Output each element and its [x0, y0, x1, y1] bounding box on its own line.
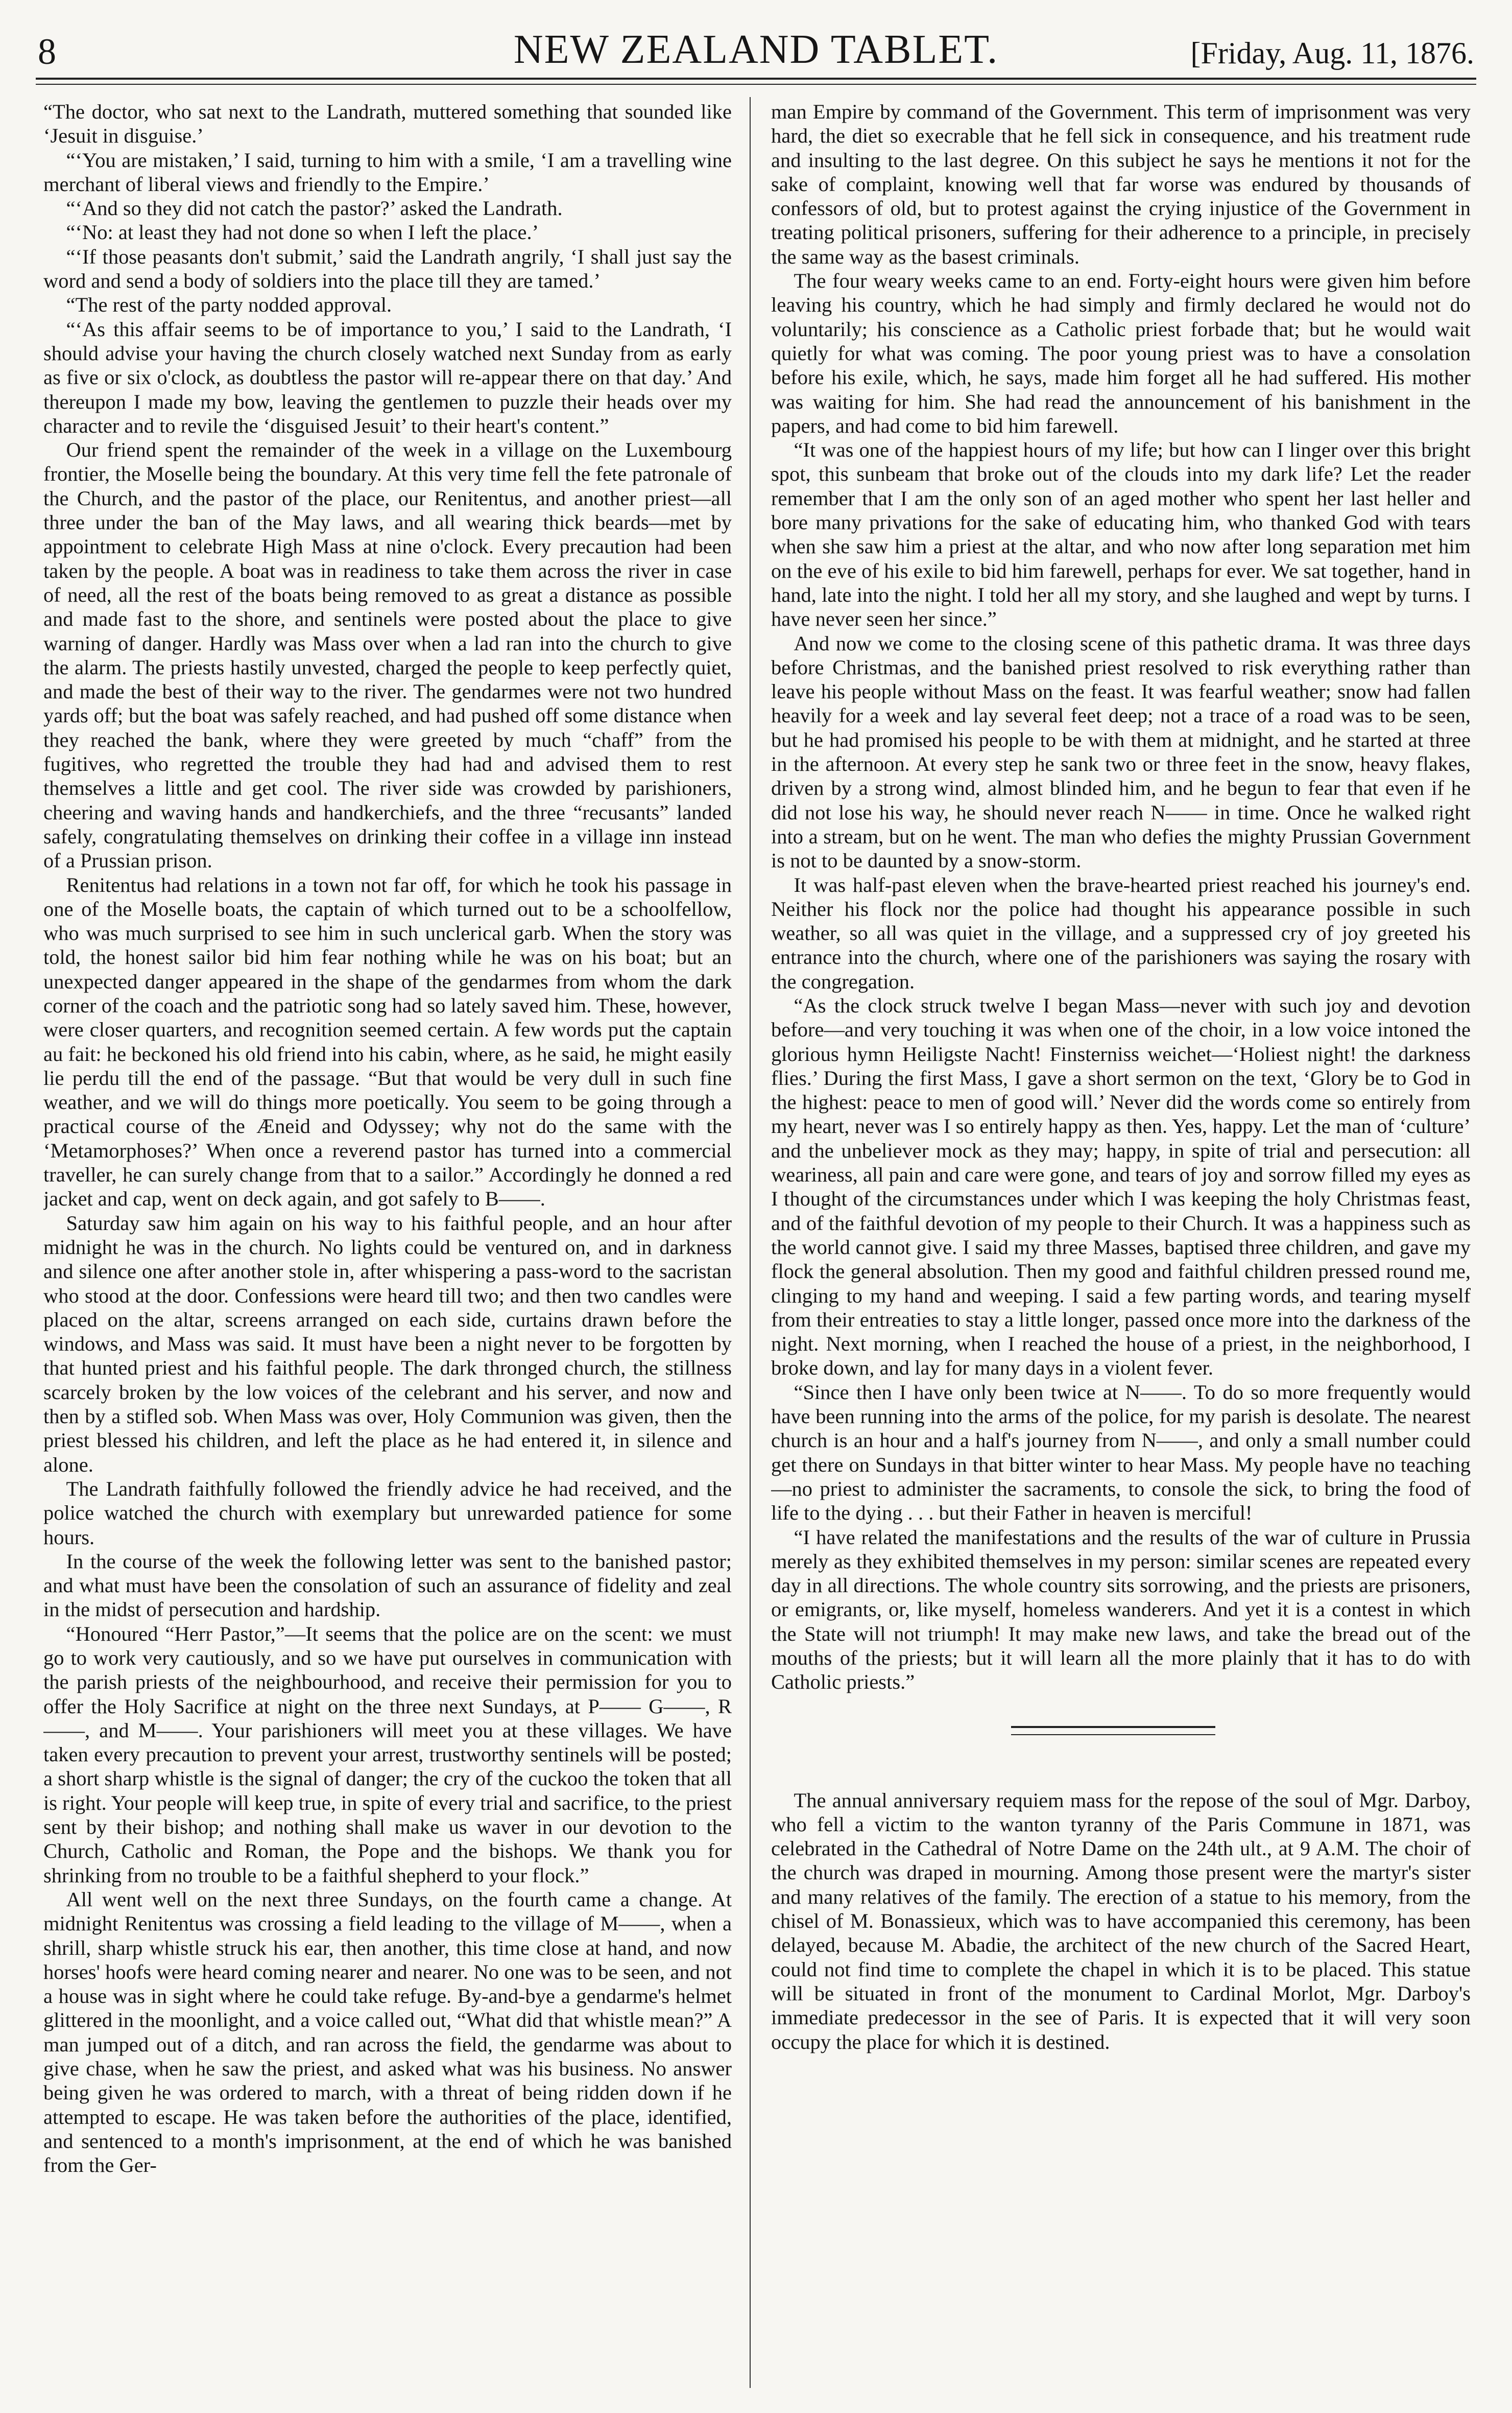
left-column [43, 100, 732, 2393]
paragraph: “As the clock struck twelve I began Mass—never with such joy and devotion before—and very touching it was when one of the choir, in a low voice intoned the glorious hymn Heiligste Nacht! Finsterniss weichet—‘Holiest night! the darkness flies.’ During the first Mass, I gave a short sermon on the text, ‘Glory be to God in the highest: peace to men of good will.’ Never did the words come so entirely from my heart, never was I so entirely happy as then. Yes, happy. Let the man of ‘culture’ and the unbeliever mock as they may; happy, in spite of trial and persecution: all weariness, all pain and care were gone, and tears of joy and sorrow filled my eyes as I thought of the circumstances under which I was keeping the holy Christmas feast, and of the faithful devotion of my people to their Church. It was a happiness such as the world cannot give. I said my three Masses, baptised three children, and gave my flock the general absolution. Then my good and faithful children pressed round me, clinging to my hand and weeping. I said a few parting words, and tearing myself from their entreaties to stay a little longer, passed once more into the darkness of the night. Next morning, when I reached the house of a priest, in the neighborhood, I broke down, and lay for many days in a violent fever. [771, 993, 1471, 1380]
right-column [771, 100, 1471, 2393]
paragraph: “The doctor, who sat next to the Landrath, muttered something that sounded like ‘Jesuit in disguise.’ [43, 100, 732, 148]
issue-date: [Friday, Aug. 11, 1876. [1190, 36, 1474, 70]
newspaper-title: NEW ZEALAND TABLET. [513, 27, 999, 72]
paragraph: “‘You are mistaken,’ I said, turning to him with a smile, ‘I am a travelling wine merchant of liberal views and friendly to the Empire.’ [43, 148, 732, 196]
paragraph: Renitentus had relations in a town not far off, for which he took his passage in one of the Moselle boats, the captain of which turned out to be a schoolfellow, who was much surprised to see him in such unclerical garb. When the story was told, the honest sailor bid him fear nothing while he was on his boat; but an unexpected danger appeared in the shape of the gendarmes from whom the dark corner of the coach and the patriotic song had so lately saved him. These, however, were closer quarters, and recognition seemed certain. A few words put the captain au fait: he beckoned his old friend into his cabin, where, as he said, he might easily lie perdu till the end of the passage. “But that would be very dull in such fine weather, and we will do things more poetically. You seem to be going through a practical course of the Æneid and Odyssey; why not do the same with the ‘Metamorphoses?’ When once a reverend pastor has turned into a commercial traveller, he can surely change from that to a sailor.” Accordingly he donned a red jacket and cap, went on deck again, and got safely to B——. [43, 873, 732, 1211]
article-separator [771, 1717, 1471, 1747]
paragraph: “‘If those peasants don't submit,’ said the Landrath angrily, ‘I shall just say the word and send a body of soldiers into the place till they are tamed.’ [43, 245, 732, 293]
paragraph: Saturday saw him again on his way to his faithful people, and an hour after midnight he was in the church. No lights could be ventured on, and in darkness and silence one after another stole in, after whispering a pass-word to the sacristan who stood at the door. Confessions were heard till two; and then two candles were placed on the altar, screens arranged on each side, curtains drawn before the windows, and Mass was said. It must have been a night never to be forgotten by that hunted priest and his faithful people. The dark thronged church, the stillness scarcely broken by the low voices of the celebrant and his server, and now and then by a stifled sob. When Mass was over, Holy Communion was given, then the priest blessed his children, and left the place as he had entered it, in silence and alone. [43, 1211, 732, 1476]
paragraph: “It was one of the happiest hours of my life; but how can I linger over this bright spot, this sunbeam that broke out of the clouds into my dark life? Let the reader remember that I am the only son of an aged mother who spent her last heller and bore many privations for the sake of educating him, who thanked God with tears when she saw him a priest at the altar, and who now after long separation met him on the eve of his exile to bid him farewell, perhaps for ever. We sat together, hand in hand, late into the night. I told her all my story, and she laughed and wept by turns. I have never seen her since.” [771, 438, 1471, 631]
paragraph: It was half-past eleven when the brave-hearted priest reached his journey's end. Neither his flock nor the police had thought his appearance possible in such weather, so all was quiet in the village, and a suppressed cry of joy greeted his entrance into the church, where one of the parishioners was saying the rosary with the congregation. [771, 873, 1471, 993]
paragraph: man Empire by command of the Government. This term of imprisonment was very hard, the diet so execrable that he fell sick in consequence, and his treatment rude and insulting to the last degree. On this subject he says he mentions it not for the sake of complaint, knowing well that far worse was endured by thousands of confessors of old, but to protest against the crying injustice of the Government in treating political prisoners, suffering for their adherence to a principle, in precisely the same way as the basest criminals. [771, 100, 1471, 268]
paragraph: “Honoured “Herr Pastor,”—It seems that the police are on the scent: we must go to work very cautiously, and so we have put ourselves in communication with the parish priests of the neighbourhood, and receive their permission for you to offer the Holy Sacrifice at night on the three next Sundays, at P—— G——, R——, and M——. Your parishioners will meet you at these villages. We have taken every precaution to prevent your arrest, trustworthy sentinels will be posted; a short sharp whistle is the signal of danger; the cry of the cuckoo the token that all is right. Your people will keep true, in spite of every trial and sacrifice, to the priest sent by their bishop; and nothing shall make us waver in our devotion to the Church, Catholic and Roman, the Pope and the bishops. We thank you for shrinking from no trouble to be a faithful shepherd to your flock.” [43, 1622, 732, 1887]
page-number: 8 [38, 31, 56, 72]
paragraph: “The rest of the party nodded approval. [66, 293, 392, 317]
separator-rule [1011, 1734, 1215, 1735]
paragraph: “Since then I have only been twice at N——. To do so more frequently would have been running into the arms of the police, for my parish is desolate. The nearest church is an hour and a half's journey from N——, and only a small number could get there on Sundays in that bitter winter to hear Mass. My people have no teaching—no priest to administer the sacraments, to console the sick, to bring the food of life to the dying . . . but their Father in heaven is merciful! [771, 1380, 1471, 1525]
masthead-rule-thin [36, 84, 1476, 85]
paragraph: All went well on the next three Sundays, on the fourth came a change. At midnight Renitentus was crossing a field leading to the village of M——, when a shrill, sharp whistle struck his ear, then another, this time close at hand, and now horses' hoofs were heard coming nearer and nearer. No one was to be seen, and not a house was in sight where he could take refuge. By-and-bye a gendarme's helmet glittered in the moonlight, and a voice called out, “What did that whistle mean?” A man jumped out of a ditch, and ran across the field, the gendarme was about to give chase, when he saw the priest, and asked what was his business. No answer being given he was ordered to march, with a threat of being ridden down if he attempted to escape. He was taken before the authorities of the place, identified, and sentenced to a month's imprisonment, at the end of which he was banished from the Ger- [43, 1887, 732, 2177]
masthead [31, 15, 1481, 77]
paragraph: Our friend spent the remainder of the week in a village on the Luxembourg frontier, the Moselle being the boundary. At this very time fell the fete patronale of the Church, and the pastor of the place, our Renitentus, and another priest—all three under the ban of the May laws, and all wearing thick beards—met by appointment to celebrate High Mass at nine o'clock. Every precaution had been taken by the people. A boat was in readiness to take them across the river in case of need, all the rest of the boats being removed to as great a distance as possible and made fast to the shore, and sentinels were posted about the place to give warning of danger. Hardly was Mass over when a lad ran into the church to give the alarm. The priests hastily unvested, charged the people to keep perfectly quiet, and made the best of their way to the river. The gendarmes were not two hundred yards off; but the boat was safely reached, and had pushed off some distance when they reached the bank, where they were greeted by much “chaff” from the fugitives, who regretted the trouble they had had and advised them to rest themselves a little and get cool. The river side was crowded by parishioners, cheering and waving hands and handkerchiefs, and the three “recusants” landed safely, congratulating themselves on drinking their coffee in a village inn instead of a Prussian prison. [43, 438, 732, 872]
masthead-rule [36, 78, 1476, 80]
paragraph: “‘As this affair seems to be of importance to you,’ I said to the Landrath, ‘I should advise your having the church closely watched next Sunday from as early as five or six o'clock, as doubtless the pastor will re-appear there on that day.’ And thereupon I made my bow, leaving the gentlemen to puzzle their heads over my character and to revile the ‘disguised Jesuit’ to their heart's content.” [43, 317, 732, 437]
paragraph: In the course of the week the following letter was sent to the banished pastor; and what must have been the consolation of such an assurance of fidelity and zeal in the midst of persecution and hardship. [43, 1549, 732, 1621]
column-divider [750, 97, 751, 2388]
paragraph: “‘And so they did not catch the pastor?’ asked the Landrath. [66, 197, 563, 220]
paragraph: The four weary weeks came to an end. Forty-eight hours were given him before leaving his country, which he had simply and firmly declared he would not do voluntarily; his conscience as a Catholic priest forbade that; but he would wait quietly for what was coming. The poor young priest was to have a consolation before his exile, which, he says, made him forget all he had suffered. His mother was waiting for him. She had read the announcement of his banishment in the papers, and had come to bid him farewell. [771, 269, 1471, 437]
separator-rule [1011, 1726, 1215, 1728]
paragraph: And now we come to the closing scene of this pathetic drama. It was three days before Christmas, and the banished priest resolved to risk everything rather than leave his people without Mass on the feast. It was fearful weather; snow had fallen heavily for a week and lay several feet deep; not a trace of a road was to be seen, but he had promised his people to be with them at midnight, and he started at three in the afternoon. At every step he sank two or three feet in the snow, heavy flakes, driven by a strong wind, almost blinded him, and he begun to fear that even if he did not lose his way, he should never reach N—— in time. Once he walked right into a stream, but on he went. The man who defies the mighty Prussian Government is not to be daunted by a snow-storm. [771, 631, 1471, 872]
paragraph: The Landrath faithfully followed the friendly advice he had received, and the police watched the church with exemplary but unrewarded patience for some hours. [43, 1477, 732, 1549]
paragraph: “I have related the manifestations and the results of the war of culture in Prussia merely as they exhibited themselves in my person: similar scenes are repeated every day in all directions. The whole country sits sorrowing, and the priests are prisoners, or emigrants, or, like myself, homeless wanderers. And yet it is a contest in which the State will not triumph! It may make new laws, and take the bread out of the mouths of the priests; but it will learn all the more plainly that it has to do with Catholic priests.” [771, 1525, 1471, 1694]
darboy-article: The annual anniversary requiem mass for the repose of the soul of Mgr. Darboy, who fell a victim to the wanton tyranny of the Paris Commune in 1871, was celebrated in the Cathedral of Notre Dame on the 24th ult., at 9 A.M. The choir of the church was draped in mourning. Among those present were the martyr's sister and many relatives of the family. The erection of a statue to his memory, from the chisel of M. Bonassieux, which was to have accompanied this ceremony, has been delayed, because M. Abadie, the architect of the new church of the Sacred Heart, could not find time to complete the chapel in which it is to be placed. This statue will be situated in front of the monument to Cardinal Morlot, Mgr. Darboy's immediate predecessor in the see of Paris. It is expected that it will very soon occupy the place for which it is destined. [771, 1788, 1471, 2053]
paragraph: “‘No: at least they had not done so when I left the place.’ [66, 221, 539, 244]
